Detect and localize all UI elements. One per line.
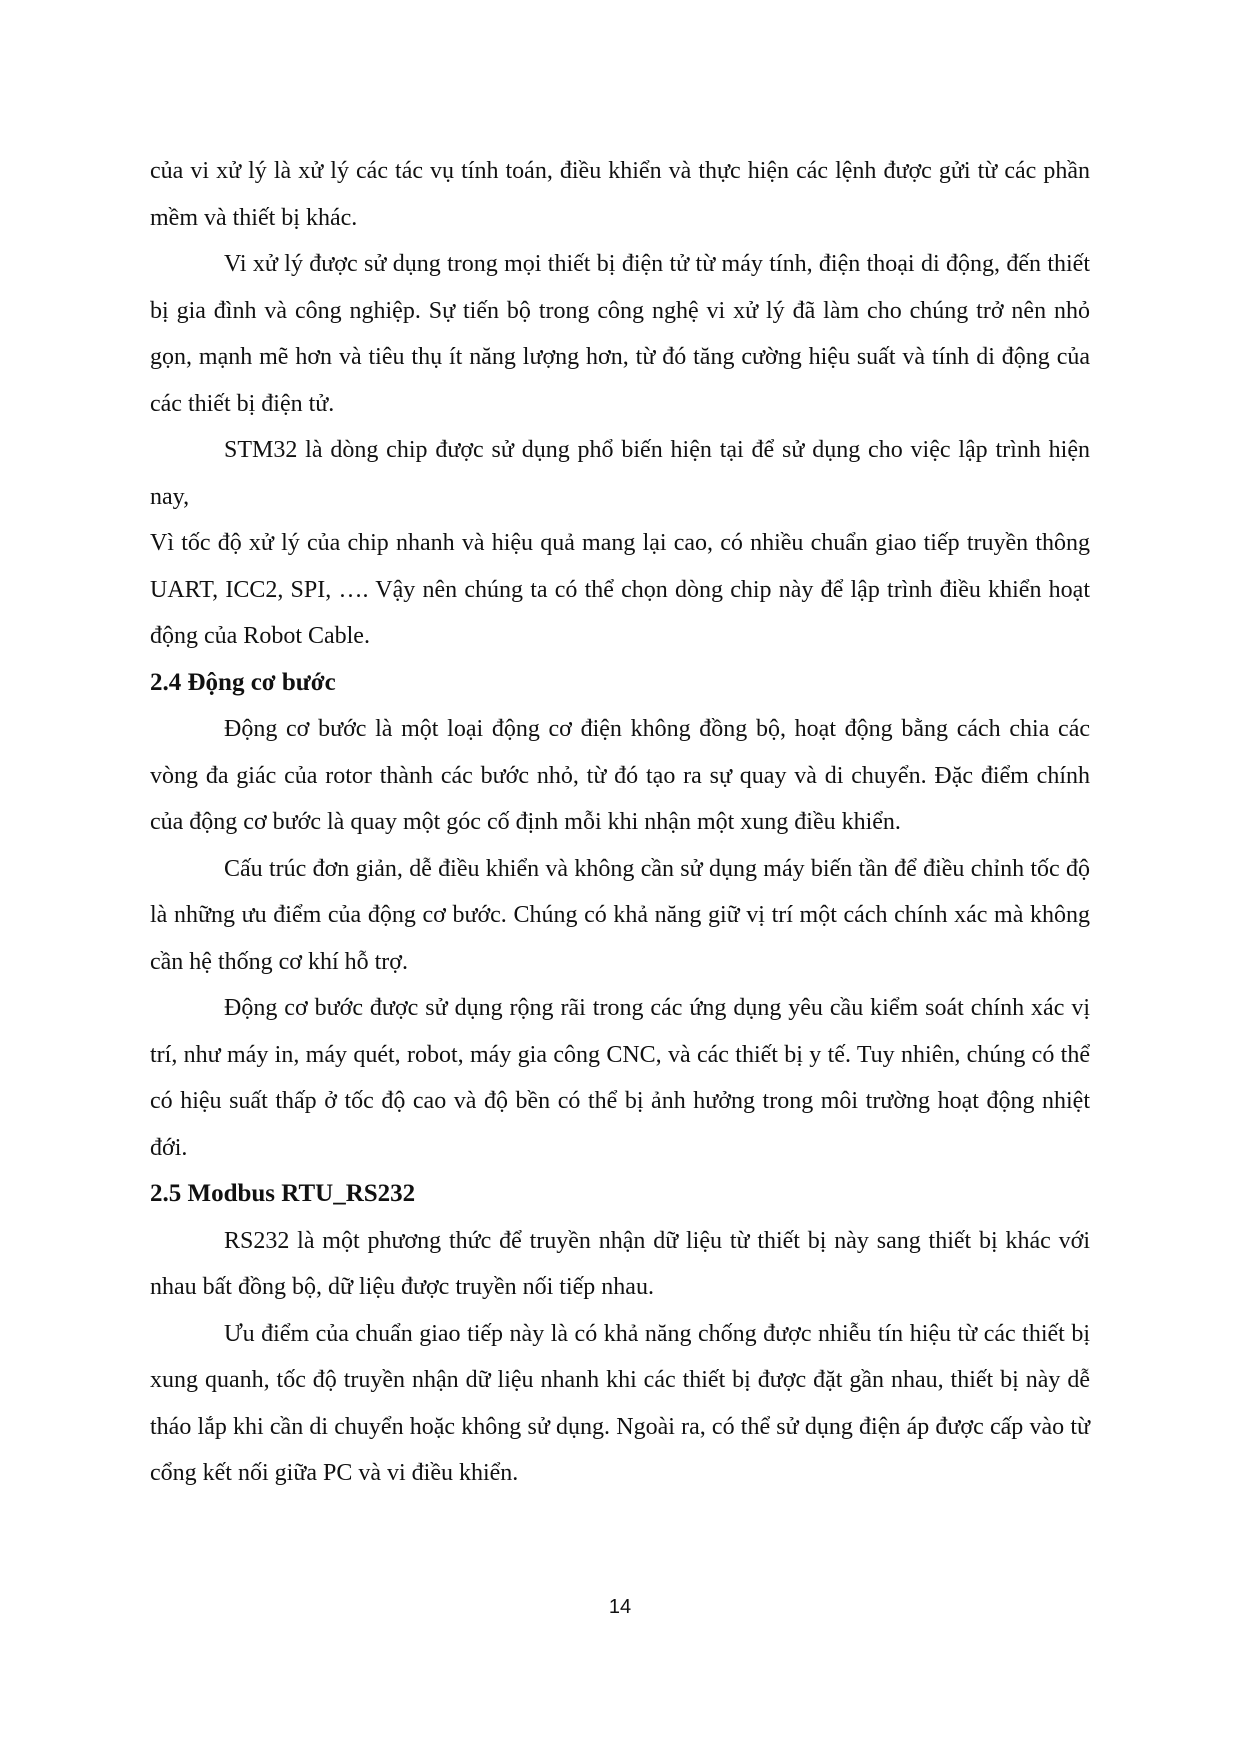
paragraph-processor-usage: Vi xử lý được sử dụng trong mọi thiết bị điện tử từ máy tính, điện thoại di động, đến thiết bị gia đình và công nghiệp. Sự tiến bộ trong công nghệ vi xử lý đã làm cho chúng trở nên nhỏ gọn, mạnh mẽ hơn và tiêu thụ ít năng lượng hơn, từ đó tăng cường hiệu suất và tính di động của các thiết bị điện tử.: [150, 251, 1090, 417]
paragraph-stm32-intro: STM32 là dòng chip được sử dụng phổ biến hiện tại để sử dụng cho việc lập trình hiện nay,: [150, 437, 1090, 510]
page-number: 14: [608, 1596, 632, 1618]
paragraph-rs232-advantages: Ưu điểm của chuẩn giao tiếp này là có khả năng chống được nhiễu tín hiệu từ các thiết bị xung quanh, tốc độ truyền nhận dữ liệu nhanh khi các thiết bị được đặt gần nhau, thiết bị này dễ tháo lắp khi cần di chuyển hoặc không sử dụng. Ngoài ra, có thể sử dụng điện áp được cấp vào từ cổng kết nối giữa PC và vi điều khiển.: [150, 1320, 1090, 1486]
paragraph-stepper-advantages: Cấu trúc đơn giản, dễ điều khiển và không cần sử dụng máy biến tần để điều chỉnh tốc độ là những ưu điểm của động cơ bước. Chúng có khả năng giữ vị trí một cách chính xác mà không cần hệ thống cơ khí hỗ trợ.: [150, 855, 1090, 975]
paragraph-stepper-applications: Động cơ bước được sử dụng rộng rãi trong các ứng dụng yêu cầu kiểm soát chính xác vị trí, như máy in, máy quét, robot, máy gia công CNC, và các thiết bị y tế. Tuy nhiên, chúng có thể có hiệu suất thấp ở tốc độ cao và độ bền có thể bị ảnh hưởng trong môi trường hoạt động nhiệt đới.: [150, 995, 1090, 1161]
section-heading-modbus: 2.5 Modbus RTU_RS232: [150, 1180, 416, 1207]
page-body: [150, 148, 1090, 1497]
section-heading-stepper-motor: 2.4 Động cơ bước: [150, 668, 336, 696]
paragraph-processor-role: của vi xử lý là xử lý các tác vụ tính toán, điều khiển và thực hiện các lệnh được gửi từ các phần mềm và thiết bị khác.: [150, 158, 1090, 231]
paragraph-rs232-definition: RS232 là một phương thức để truyền nhận dữ liệu từ thiết bị này sang thiết bị khác với nhau bất đồng bộ, dữ liệu được truyền nối tiếp nhau.: [150, 1227, 1090, 1300]
paragraph-stm32-reasons: Vì tốc độ xử lý của chip nhanh và hiệu quả mang lại cao, có nhiều chuẩn giao tiếp truyền thông UART, ICC2, SPI, …. Vậy nên chúng ta có thể chọn dòng chip này để lập trình điều khiển hoạt động của Robot Cable.: [150, 530, 1090, 649]
paragraph-stepper-definition: Động cơ bước là một loại động cơ điện không đồng bộ, hoạt động bằng cách chia các vòng đa giác của rotor thành các bước nhỏ, từ đó tạo ra sự quay và di chuyển. Đặc điểm chính của động cơ bước là quay một góc cố định mỗi khi nhận một xung điều khiển.: [150, 716, 1090, 835]
